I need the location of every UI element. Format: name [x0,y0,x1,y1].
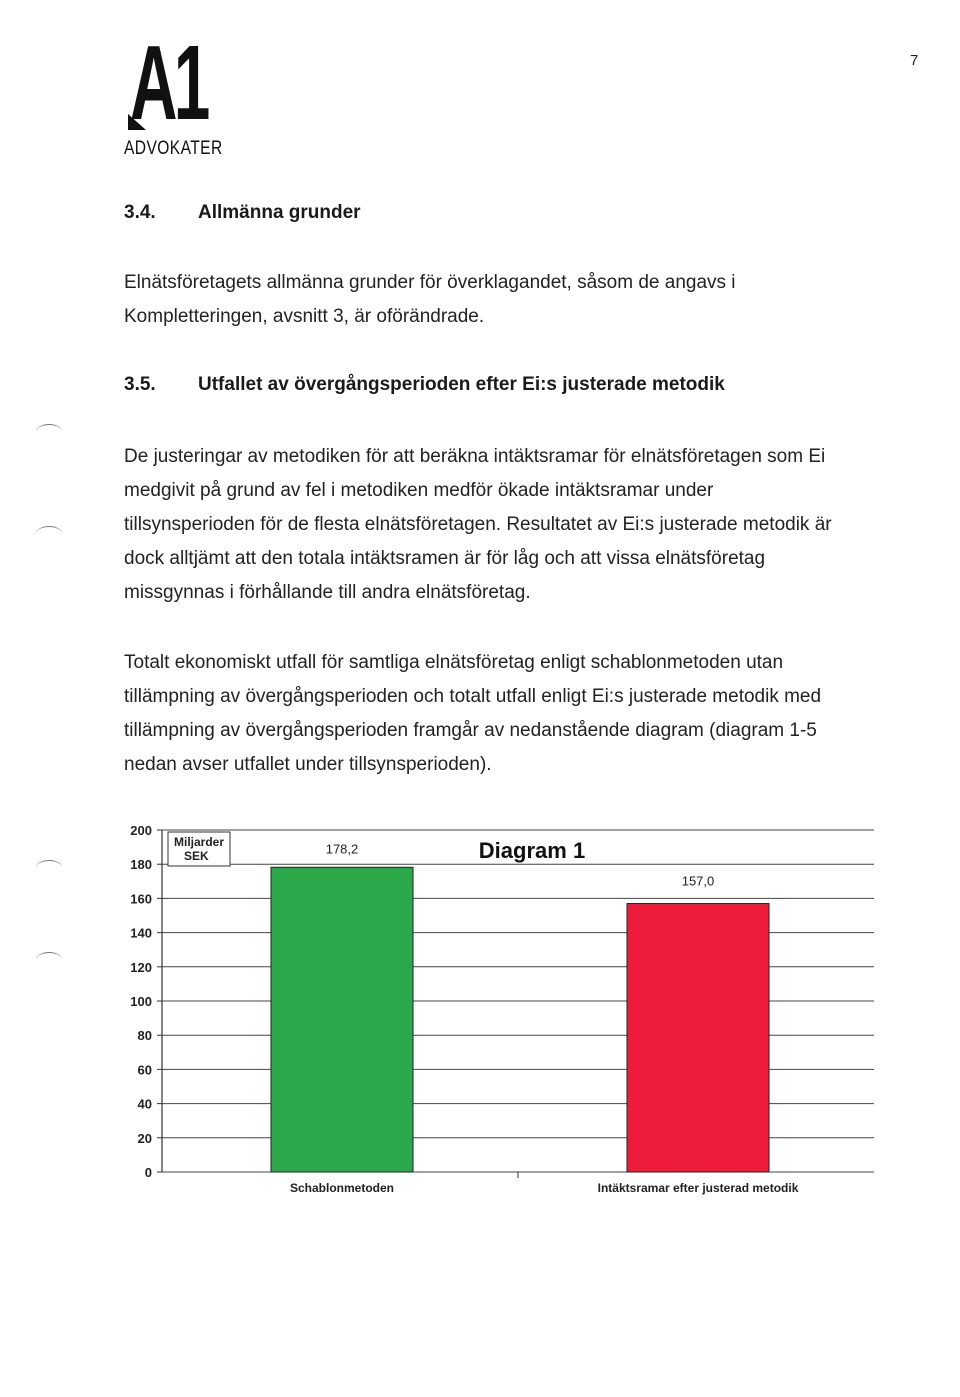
x-tick-label: Schablonmetoden [289,1181,395,1195]
section-title: Allmänna grunder [198,202,361,223]
text-line: medgivit på grund av fel i metodiken medför ökade intäktsramar under [124,480,714,501]
section-3-4-paragraph [124,266,884,334]
bar [627,904,769,1172]
text-line: De justeringar av metodiken för att beräkna intäktsramar för elnätsföretagen som Ei [124,446,826,467]
y-tick-label: 80 [137,1028,152,1044]
section-title: Utfallet av övergångsperioden efter Ei:s justerade metodik [198,374,725,395]
company-logo [124,24,234,160]
x-tick-label: Intäktsramar efter justerad metodik [597,1181,799,1195]
text-line: tillsynsperioden för de flesta elnätsföretagen. Resultatet av Ei:s justerade metodik är [124,514,832,535]
y-tick-label: 180 [130,857,152,873]
text-line: dock alltjämt att den totala intäktsramen är för låg och att vissa elnätsföretag [124,548,766,569]
logo-text: ADVOKATER [124,138,223,159]
y-tick-label: 200 [130,823,152,838]
text-line: missgynnas i förhållande till andra elnätsföretag. [124,582,531,603]
section-heading-3-5 [124,374,725,396]
logo-arrow-icon [128,114,146,130]
section-heading-3-4 [124,202,361,224]
section-number: 3.4. [124,202,156,223]
text-line: Elnätsföretagets allmänna grunder för överklagandet, såsom de angavs i [124,272,736,293]
y-tick-label: 100 [130,994,152,1009]
text-line: Totalt ekonomiskt utfall för samtliga elnätsföretag enligt schablonmetoden utan [124,652,784,673]
text-line: tillämpning av övergångsperioden framgår av nedanstående diagram (diagram 1-5 [124,720,817,741]
unit-label: SEK [184,849,209,863]
data-label: 178,2 [325,841,359,857]
text-line: nedan avser utfallet under tillsynsperioden). [124,754,492,775]
y-tick-label: 0 [144,1165,152,1180]
y-tick-label: 140 [130,925,152,941]
diagram-1-bar-chart [0,800,960,1220]
y-tick-label: 20 [137,1130,152,1146]
section-3-5-paragraph-2 [124,646,884,782]
unit-label: Miljarder [174,835,225,849]
chart-title: Diagram 1 [478,838,586,863]
y-tick-label: 120 [130,959,152,975]
data-label: 157,0 [681,873,715,889]
bar [271,867,413,1172]
section-3-5-paragraph-1 [124,440,884,610]
text-line: Kompletteringen, avsnitt 3, är oförändrade. [124,306,485,327]
section-number: 3.5. [124,374,156,395]
logo-mark: A1 [130,24,207,142]
text-line: tillämpning av övergångsperioden och totalt utfall enligt Ei:s justerade metodik med [124,686,822,707]
punch-hole-mark [36,526,62,541]
punch-hole-mark [36,424,62,439]
y-tick-label: 40 [137,1096,152,1112]
y-tick-label: 160 [130,891,152,907]
y-tick-label: 60 [137,1062,152,1078]
page-number: 7 [910,52,919,69]
